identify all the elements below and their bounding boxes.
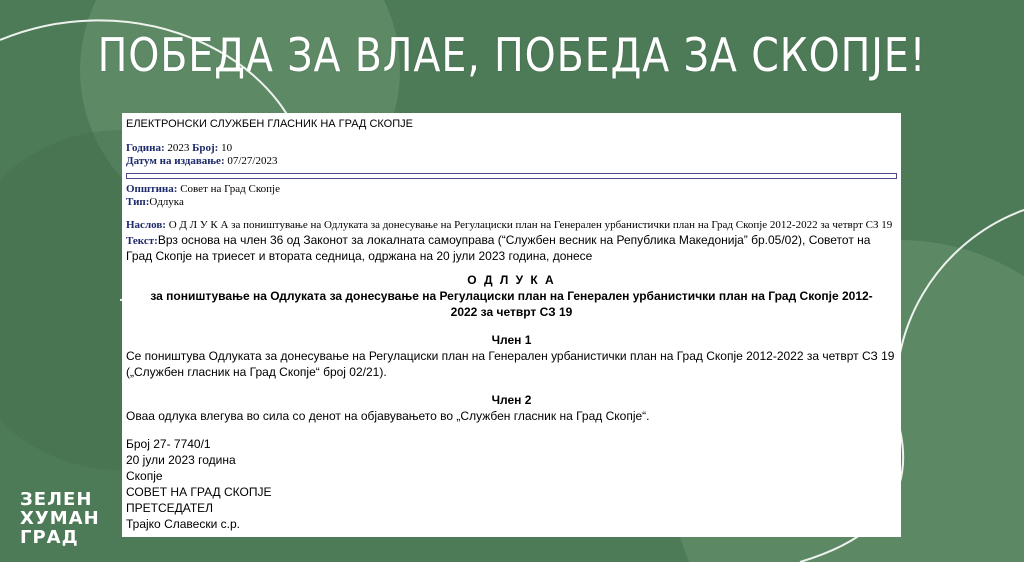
heading-value: О Д Л У К А за поништување на Одлуката за донесување на Регулациски план на Генерален урбанистички план на Град Скопје 2012-2022 за четврт СЗ 19 xyxy=(168,219,893,231)
municipality-line xyxy=(126,183,897,196)
footer-line: ПРЕТСЕДАТЕЛ xyxy=(126,501,214,515)
article-1-title: Член 1 xyxy=(491,333,532,347)
number-value: 10 xyxy=(221,142,233,154)
footer-line: Трајко Славески с.р. xyxy=(126,517,240,531)
text-value: Врз основа на член 36 од Законот за локалната самоуправа (“Службен весник на Република Македонија” бр.05/02), Советот на Град Скопје на триесет и втората седница, одржана на 20 јули 2023 година, донесе xyxy=(126,233,871,263)
gazette-document xyxy=(122,113,901,537)
type-value: Одлука xyxy=(149,196,184,208)
gazette-title: ЕЛЕКТРОНСКИ СЛУЖБЕН ГЛАСНИК НА ГРАД СКОПЈЕ xyxy=(126,118,413,130)
year-number-line xyxy=(126,142,897,155)
footer-line: Скопје xyxy=(126,469,163,483)
number-label: Број: xyxy=(192,142,219,154)
footer-line: Број 27- 7740/1 xyxy=(126,437,211,451)
municipality-value: Совет на Град Скопје xyxy=(180,183,280,195)
municipality-label: Општина: xyxy=(126,183,178,195)
date-value: 07/27/2023 xyxy=(227,155,278,167)
heading-line xyxy=(126,219,897,232)
article-2-title: Член 2 xyxy=(491,393,532,407)
article-1-text: Се поништува Одлуката за донесување на Регулациски план на Генерален урбанистички план на Град Скопје 2012-2022 за четврт СЗ 19 („Службен гласник на Град Скопје“ број 02/21). xyxy=(126,349,895,379)
separator-rule xyxy=(126,173,897,179)
logo-line: ХУМАН xyxy=(20,508,100,529)
type-label: Тип: xyxy=(126,196,150,208)
decision-subtitle: за поништување на Одлуката за донесување на Регулациски план на Генерален урбанистички план на Град Скопје 2012-2022 за четврт СЗ 19 xyxy=(150,289,873,319)
year-label: Година: xyxy=(126,142,165,154)
date-line xyxy=(126,155,897,168)
page-headline: ПОБЕДА ЗА ВЛАЕ, ПОБЕДА ЗА СКОПЈЕ! xyxy=(97,28,927,82)
text-line xyxy=(126,232,897,264)
date-label: Датум на издавање: xyxy=(126,155,225,167)
article-2-text: Оваа одлука влегува во сила со денот на објавувањето во „Службен гласник на Град Скопје“. xyxy=(126,409,650,423)
footer-line: СОВЕТ НА ГРАД СКОПЈЕ xyxy=(126,485,272,499)
zelen-human-grad-logo xyxy=(20,490,100,547)
decision-title: О Д Л У К А xyxy=(467,273,556,287)
text-label: Текст: xyxy=(126,235,158,247)
logo-line: ГРАД xyxy=(20,527,79,548)
heading-label: Наслов: xyxy=(126,219,166,231)
year-value: 2023 xyxy=(167,142,190,154)
footer-line: 20 јули 2023 година xyxy=(126,453,236,467)
logo-line: ЗЕЛЕН xyxy=(20,489,93,510)
type-line xyxy=(126,196,897,209)
